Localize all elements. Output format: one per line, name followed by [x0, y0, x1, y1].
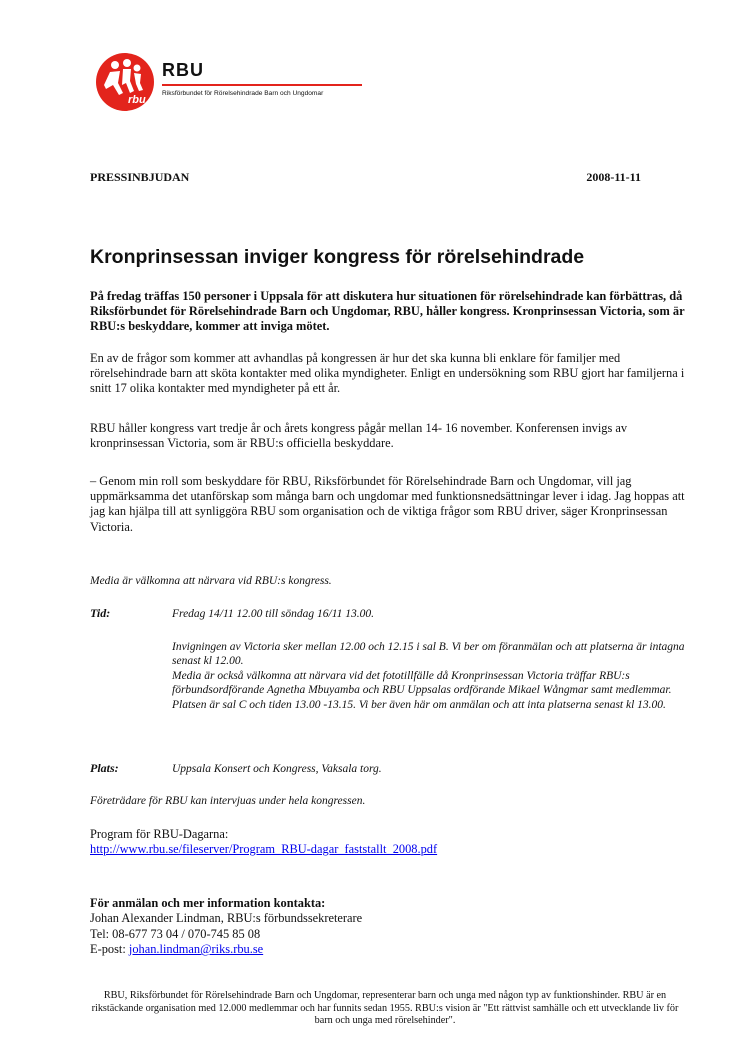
media-welcome: Media är välkomna att närvara vid RBU:s kongress.: [90, 575, 332, 587]
press-label: PRESSINBJUDAN: [90, 170, 190, 184]
body-paragraph-1: En av de frågor som kommer att avhandlas på kongressen är hur det ska kunna bli enklare för familjer med rörelsehindrade barn att sköta kontakter med olika myndigheter. Enligt en undersökning som RBU gjort har familjerna i snitt 17 olika kontakter med myndigheter på ett år.: [90, 351, 685, 396]
contact-name: Johan Alexander Lindman, RBU:s förbundssekreterare: [90, 911, 363, 925]
page-title: Kronprinsessan inviger kongress för rörelsehindrade: [90, 246, 585, 268]
tid-details-opening: Invigningen av Victoria sker mellan 12.00 och 12.15 i sal B. Vi ber om föranmälan och att platserna är intagna senast kl 12.00.: [172, 641, 685, 668]
rbu-emblem-icon: [96, 53, 154, 111]
program-label: Program för RBU-Dagarna:: [90, 827, 229, 841]
tid-details: [172, 640, 692, 712]
logo-emblem-text: rbu: [128, 94, 146, 106]
contact-phone: Tel: 08-677 73 04 / 070-745 85 08: [90, 927, 261, 941]
contact-heading: För anmälan och mer information kontakta:: [90, 896, 326, 910]
program-link[interactable]: http://www.rbu.se/fileserver/Program_RBU-dagar_faststallt_2008.pdf: [90, 842, 438, 856]
tid-details-photo: Media är också välkomna att närvara vid det fototillfälle då Kronprinsessan Victoria träffar RBU:s förbundsordförande Agnetha Mbuyamba och RBU Uppsalas ordförande Mikael Wångmar samt medlemmar. Platsen är sal C och tiden 13.00 -13.15. Vi ber även här om anmälan och att inta platserna senast kl 13.00.: [172, 669, 672, 711]
body-paragraph-2: RBU håller kongress vart tredje år och årets kongress pågår mellan 14- 16 november. Konferensen invigs av kronprinsessan Victoria, som är RBU:s officiella beskyddare.: [90, 421, 628, 451]
tid-label: Tid:: [90, 606, 111, 620]
press-date: 2008-11-11: [586, 170, 641, 184]
lead-paragraph: På fredag träffas 150 personer i Uppsala för att diskutera hur situationen för rörelsehindrade kan förbättras, då Riksförbundet för Rörelsehindrade Barn och Ungdomar, RBU, håller kongress. Kronprinsessan Victoria, som är RBU:s beskyddare, kommer att inviga mötet.: [90, 289, 685, 334]
logo-underline: [162, 84, 362, 86]
contact-email-line: [90, 942, 263, 957]
spokespersons-note: Företrädare för RBU kan intervjuas under hela kongressen.: [90, 795, 366, 807]
email-label: E-post:: [90, 942, 129, 956]
body-paragraph-3: – Genom min roll som beskyddare för RBU, Riksförbundet för Rörelsehindrade Barn och Ungdomar, vill jag uppmärksamma det utanförskap som många barn och ungdomar med funktionsnedsättningar lever i idag. Jag hoppas att jag kan hjälpa till att synliggöra RBU som organisation och de viktiga frågor som RBU driver, säger Kronprinsessan Victoria.: [90, 474, 685, 534]
tid-value: Fredag 14/11 12.00 till söndag 16/11 13.00.: [172, 608, 374, 620]
plats-value: Uppsala Konsert och Kongress, Vaksala torg.: [172, 763, 382, 775]
footer-text: RBU, Riksförbundet för Rörelsehindrade Barn och Ungdomar, representerar barn och unga med någon typ av funktionshinder. RBU är en rikstäckande organisation med 12.000 medlemmar och har funnits sedan 1955. RBU:s vision är "Ett rättvist samhälle och ett utvecklande liv för barn och unga med rörelsehinder".: [91, 990, 679, 1027]
logo-name: RBU: [162, 60, 204, 80]
contact-email-link[interactable]: johan.lindman@riks.rbu.se: [128, 942, 264, 956]
logo-subtitle: Riksförbundet för Rörelsehindrade Barn och Ungdomar: [162, 90, 324, 97]
plats-label: Plats:: [90, 761, 119, 775]
rbu-logo: [96, 53, 396, 113]
